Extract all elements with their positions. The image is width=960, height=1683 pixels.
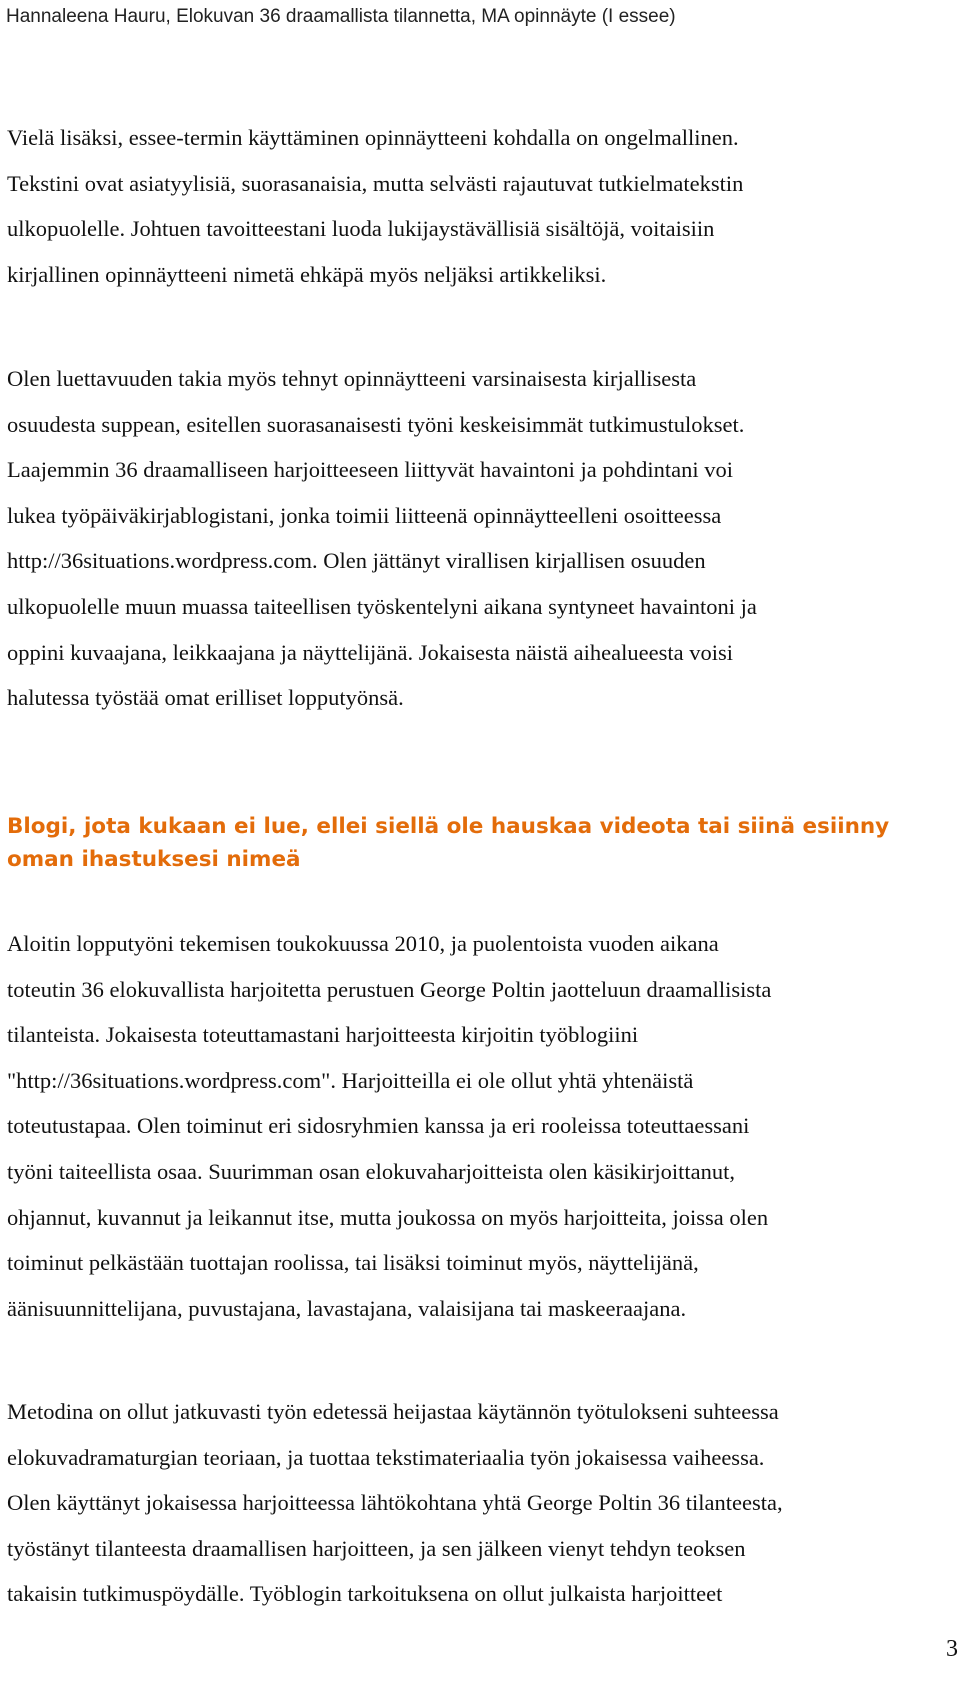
page-number: 3 xyxy=(946,1636,958,1662)
section-heading xyxy=(7,810,937,876)
section-heading-line: Blogi, jota kukaan ei lue, ellei siellä ole hauskaa videota tai siinä esiinny xyxy=(7,814,890,839)
paragraph-line: halutessa työstää omat erilliset lopputyönsä. xyxy=(7,685,404,711)
paragraph-line: kirjallinen opinnäytteeni nimetä ehkäpä myös neljäksi artikkeliksi. xyxy=(7,261,607,287)
paragraph-line: tilanteista. Jokaisesta toteuttamastani harjoitteesta kirjoitin työblogiini xyxy=(7,1022,639,1048)
section-heading-line: oman ihastuksesi nimeä xyxy=(7,847,301,872)
paragraph-readability xyxy=(7,356,937,721)
paragraph-line: toteutin 36 elokuvallista harjoitetta perustuen George Poltin jaotteluun draamallisista xyxy=(7,976,772,1002)
paragraph-method xyxy=(7,1389,937,1617)
paragraph-line: lukea työpäiväkirjablogistani, jonka toimii liitteenä opinnäytteelleni osoitteessa xyxy=(7,502,722,528)
paragraph-line: äänisuunnittelijana, puvustajana, lavastajana, valaisijana tai maskeeraajana. xyxy=(7,1295,687,1321)
paragraph-line: Vielä lisäksi, essee-termin käyttäminen opinnäytteeni kohdalla on ongelmallinen. xyxy=(7,125,739,150)
paragraph-line: oppini kuvaajana, leikkaajana ja näyttelijänä. Jokaisesta näistä aihealueesta voisi xyxy=(7,639,733,665)
paragraph-line: http://36situations.wordpress.com. Olen jättänyt virallisen kirjallisen osuuden xyxy=(7,548,706,574)
paragraph-line: Aloitin lopputyöni tekemisen toukokuussa 2010, ja puolentoista vuoden aikana xyxy=(7,931,719,956)
paragraph-line: "http://36situations.wordpress.com". Harjoitteilla ei ole ollut yhtä yhtenäistä xyxy=(7,1067,694,1093)
paragraph-line: takaisin tutkimuspöydälle. Työblogin tarkoituksena on ollut julkaista harjoitteet xyxy=(7,1581,723,1607)
running-header: Hannaleena Hauru, Elokuvan 36 draamallista tilannetta, MA opinnäyte (I essee) xyxy=(6,6,676,27)
paragraph-line: toiminut pelkästään tuottajan roolissa, tai lisäksi toiminut myös, näyttelijänä, xyxy=(7,1250,699,1276)
paragraph-line: ulkopuolelle. Johtuen tavoitteestani luoda lukijaystävällisiä sisältöjä, voitaisiin xyxy=(7,216,715,242)
paragraph-line: Laajemmin 36 draamalliseen harjoitteeseen liittyvät havaintoni ja pohdintani voi xyxy=(7,457,734,483)
paragraph-line: Tekstini ovat asiatyylisiä, suorasanaisia, mutta selvästi rajautuvat tutkielmatekstin xyxy=(7,170,744,196)
paragraph-line: toteutustapaa. Olen toiminut eri sidosryhmien kanssa ja eri rooleissa toteuttaessani xyxy=(7,1113,750,1139)
paragraph-line: Olen käyttänyt jokaisessa harjoitteessa lähtökohtana yhtä George Poltin 36 tilanteesta, xyxy=(7,1490,783,1516)
paragraph-line: osuudesta suppean, esitellen suorasanaisesti työni keskeisimmät tutkimustulokset. xyxy=(7,411,745,437)
paragraph-line: Olen luettavuuden takia myös tehnyt opinnäytteeni varsinaisesta kirjallisesta xyxy=(7,366,697,391)
paragraph-line: ulkopuolelle muun muassa taiteellisen työskentelyni aikana syntyneet havaintoni ja xyxy=(7,593,757,619)
paragraph-line: Metodina on ollut jatkuvasti työn edetessä heijastaa käytännön työtulokseni suhteessa xyxy=(7,1399,779,1424)
paragraph-essee-term xyxy=(7,115,937,297)
paragraph-line: työni taiteellista osaa. Suurimman osan elokuvaharjoitteista olen käsikirjoittanut, xyxy=(7,1158,735,1184)
paragraph-line: elokuvadramaturgian teoriaan, ja tuottaa tekstimateriaalia työn jokaisessa vaiheessa. xyxy=(7,1444,765,1470)
paragraph-line: ohjannut, kuvannut ja leikannut itse, mutta joukossa on myös harjoitteita, joissa olen xyxy=(7,1204,769,1230)
paragraph-thesis-start xyxy=(7,921,937,1331)
paragraph-line: työstänyt tilanteesta draamallisen harjoitteen, ja sen jälkeen vienyt tehdyn teoksen xyxy=(7,1535,746,1561)
